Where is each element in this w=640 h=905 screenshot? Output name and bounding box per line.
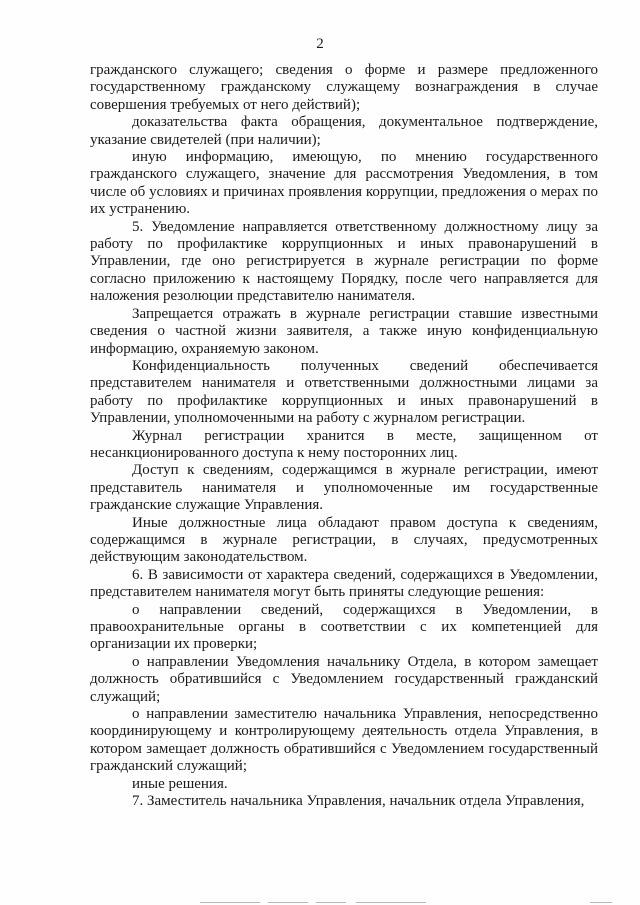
document-body [90,62,598,810]
paragraph-8: Доступ к сведениям, содержащимся в журнале регистрации, имеют представитель нанимателя и уполномоченные им государственные гражданские служащие Управления. [90,462,598,514]
scan-artifact-line [590,902,612,903]
paragraph-2: доказательства факта обращения, документальное подтверждение, указание свидетелей (при наличии); [90,114,598,148]
scan-artifact-line [316,902,346,903]
paragraph-13: о направлении заместителю начальника Управления, непосредственно координирующему и контролирующему деятельность отдела Управления, в котором замещает должность обратившийся с Уведомлением государственный гражданский служащий; [90,706,598,775]
paragraph-14: иные решения. [132,775,228,792]
scan-artifact-line [268,902,308,903]
scan-artifact-line [200,902,260,903]
paragraph-15: 7. Заместитель начальника Управления, начальник отдела Управления, [132,793,585,810]
paragraph-7: Журнал регистрации хранится в месте, защищенном от несанкционированного доступа к нему посторонних лиц. [90,427,598,461]
paragraph-1: гражданского служащего; сведения о форме и размере предложенного государственному гражданскому служащему вознаграждения в случае совершения требуемых от него действий); [90,62,598,113]
paragraph-3: иную информацию, имеющую, по мнению государственного гражданского служащего, значение для рассмотрения Уведомления, в том числе об условиях и причинах проявления коррупции, предложения о мерах по их устранению. [90,149,598,218]
paragraph-9: Иные должностные лица обладают правом доступа к сведениям, содержащимся в журнале регистрации, в случаях, предусмотренных действующим законодательством. [90,514,598,566]
paragraph-12: о направлении Уведомления начальнику Отдела, в котором замещает должность обратившийся с Уведомлением государственный гражданский служащий; [90,653,598,705]
paragraph-5: Запрещается отражать в журнале регистрации ставшие известными сведения о частной жизни заявителя, а также иную конфиденциальную информацию, охраняемую законом. [90,305,598,357]
paragraph-4: 5. Уведомление направляется ответственному должностному лицу за работу по профилактике коррупционных и иных правонарушений в Управлении, где оно регистрируется в журнале регистрации по форме согласно приложению к настоящему Порядку, после чего направляется для наложения резолюции представителю нанимателя. [90,218,598,305]
scan-artifacts [0,893,640,905]
scan-artifact-line [356,902,426,903]
paragraph-6: Конфиденциальность полученных сведений обеспечивается представителем нанимателя и ответственными должностными лицами за работу по профилактике коррупционных и иных правонарушений в Управлении, уполномоченными на работу с журналом регистрации. [90,357,598,427]
paragraph-11: о направлении сведений, содержащихся в Уведомлении, в правоохранительные органы в соответствии с их компетенцией для организации их проверки; [90,601,598,653]
page-number: 2 [316,36,324,52]
paragraph-10: 6. В зависимости от характера сведений, содержащихся в Уведомлении, представителем нанимателя могут быть приняты следующие решения: [90,566,598,601]
